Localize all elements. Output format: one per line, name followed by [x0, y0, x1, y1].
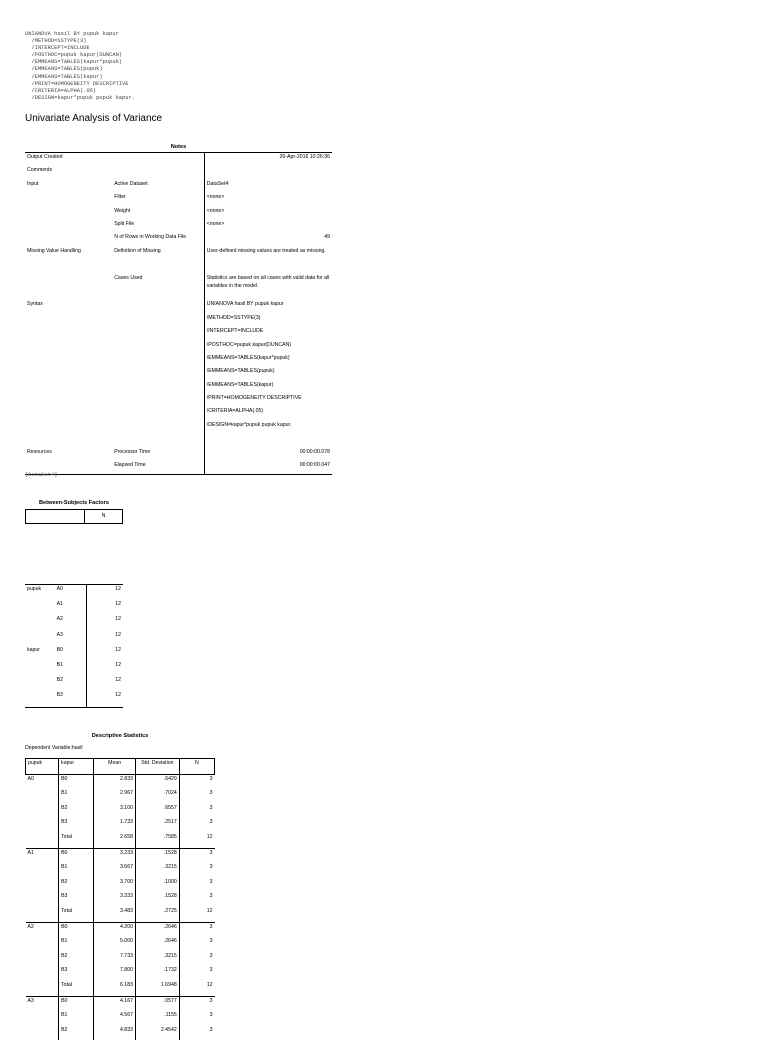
notes-cell-c3: /PRINT=HOMOGENEITY DESCRIPTIVE [204, 394, 332, 407]
notes-table [25, 152, 332, 475]
factor-cell-level: A3 [56, 631, 63, 638]
notes-cell-c2: Split File [114, 220, 135, 227]
notes-cell-c3: /CRITERIA=ALPHA(.05) [204, 407, 332, 420]
descriptive-cell: 2.967 [94, 789, 136, 804]
descriptive-cell: .1000 [135, 878, 179, 893]
notes-title: Notes [170, 144, 187, 150]
descriptive-row [26, 966, 215, 981]
notes-cell-c1: Output Created [27, 154, 63, 160]
notes-cell-c3: /METHOD=SSTYPE(3) [204, 314, 332, 327]
notes-cell-c1: Comments [27, 167, 53, 174]
descriptive-cell: 2.833 [94, 774, 136, 789]
factor-row [25, 661, 123, 676]
notes-cell-c3: 49 [204, 233, 332, 246]
descriptive-cell [26, 833, 59, 848]
notes-cell-c2: Cases Used [114, 274, 143, 281]
descriptive-cell: B1 [59, 1011, 94, 1026]
notes-cell-c1 [25, 220, 112, 233]
notes-row [25, 354, 332, 367]
descriptive-cell: .6557 [135, 804, 179, 819]
descriptive-cell: B1 [59, 937, 94, 952]
notes-cell-c2 [112, 300, 204, 313]
descriptive-cell: 3 [179, 818, 214, 833]
descriptive-cell: 7.733 [94, 952, 136, 967]
notes-cell-c1: Syntax [27, 301, 43, 308]
notes-cell-c1 [25, 193, 112, 206]
syntax-line: /DESIGN=kapur*pupuk pupuk kapur. [25, 94, 135, 101]
notes-cell-c1 [25, 207, 112, 220]
descriptive-cell: 3 [179, 863, 214, 878]
descriptive-row [26, 789, 215, 804]
notes-cell-c1 [25, 367, 112, 380]
descriptive-cell: A3 [26, 996, 59, 1011]
factor-row [25, 600, 123, 615]
n-header: N [85, 510, 123, 524]
descriptive-cell: .1155 [135, 1011, 179, 1026]
descriptive-cell: B2 [59, 952, 94, 967]
factor-table [25, 584, 123, 708]
notes-cell-c2: Elapsed Time [114, 462, 146, 469]
notes-cell-c2 [112, 407, 204, 420]
descriptive-cell: B3 [59, 966, 94, 981]
factor-row [25, 676, 123, 691]
descriptive-cell [26, 966, 59, 981]
notes-row [25, 341, 332, 354]
notes-cell-c2 [112, 341, 204, 354]
factor-cell-n: 12 [86, 646, 123, 661]
notes-cell-c2: Processor Time [114, 448, 151, 455]
notes-row [25, 207, 332, 220]
notes-cell-c1: Resources [27, 448, 52, 455]
syntax-block [25, 31, 135, 102]
factor-row [25, 615, 123, 630]
factor-cell-level: B1 [56, 661, 63, 668]
descriptive-cell: B1 [59, 863, 94, 878]
between-subjects-title: Between-Subjects Factors [39, 500, 109, 506]
notes-cell-c3: <none> [204, 193, 332, 206]
descriptive-cell: 6.183 [94, 981, 136, 996]
syntax-line: /PRINT=HOMOGENEITY DESCRIPTIVE [25, 80, 129, 87]
descriptive-cell: 3 [179, 966, 214, 981]
notes-row [25, 314, 332, 327]
notes-cell-c1 [25, 421, 112, 434]
descriptive-header-cell: pupuk [26, 759, 59, 775]
notes-row [25, 448, 332, 461]
factor-cell-factor: kapur [27, 646, 40, 653]
notes-cell-c1 [25, 407, 112, 420]
notes-cell-c3: 00:00:00.078 [204, 448, 332, 461]
factor-cell-n: 12 [86, 615, 123, 630]
descriptive-header-cell: Mean [94, 759, 136, 775]
descriptive-cell [26, 892, 59, 907]
notes-cell-c3: Statistics are based on all cases with valid data for all variables in the model. [204, 274, 332, 301]
notes-cell-c3: /INTERCEPT=INCLUDE [204, 327, 332, 340]
descriptive-cell: .1528 [135, 848, 179, 863]
descriptive-cell: 3.700 [94, 878, 136, 893]
notes-cell-c2: Filter [114, 194, 126, 201]
notes-cell-c3: UNIANOVA hasil BY pupuk kapur [204, 300, 332, 313]
notes-cell-c3: <none> [204, 207, 332, 220]
factor-cell-factor [25, 676, 55, 691]
descriptive-cell [26, 907, 59, 922]
notes-row [25, 233, 332, 246]
notes-cell-c1 [25, 233, 112, 246]
factor-cell-level: A1 [56, 601, 63, 608]
descriptive-cell [26, 878, 59, 893]
syntax-line: /METHOD=SSTYPE(3) [25, 38, 87, 45]
descriptive-header-cell: Std. Deviation [135, 759, 179, 775]
notes-cell-c2 [112, 153, 204, 167]
descriptive-row [26, 922, 215, 937]
notes-row [25, 153, 332, 167]
notes-cell-c3 [204, 434, 332, 447]
notes-cell-c2 [112, 434, 204, 447]
descriptive-cell [26, 863, 59, 878]
descriptive-cell: 3 [179, 804, 214, 819]
descriptive-cell: 2.658 [94, 833, 136, 848]
descriptive-cell: B1 [59, 789, 94, 804]
descriptive-cell: 4.833 [94, 1026, 136, 1040]
notes-row [25, 394, 332, 407]
descriptive-cell: .2725 [135, 907, 179, 922]
notes-cell-c3: /EMMEANS=TABLES(kapur*pupuk) [204, 354, 332, 367]
factor-row [25, 691, 123, 707]
notes-cell-c3: <none> [204, 220, 332, 233]
notes-row [25, 381, 332, 394]
notes-cell-c3: 00:00:00.047 [204, 461, 332, 475]
descriptive-cell: B2 [59, 804, 94, 819]
factor-cell-factor [25, 631, 55, 646]
notes-row [25, 166, 332, 179]
descriptive-table [25, 758, 215, 1040]
descriptive-title: Descriptive Statistics [91, 733, 149, 739]
descriptive-cell: 12 [179, 907, 214, 922]
descriptive-cell: Total [59, 833, 94, 848]
notes-cell-c2: Weight [114, 207, 131, 214]
syntax-line: /INTERCEPT=INCLUDE [25, 45, 90, 52]
descriptive-row [26, 937, 215, 952]
syntax-line: /POSTHOC=pupuk kapur(DUNCAN) [25, 52, 123, 59]
notes-cell-c1 [25, 354, 112, 367]
notes-cell-c2: Active Dataset [114, 180, 148, 187]
descriptive-cell: 3 [179, 892, 214, 907]
factor-cell-n: 12 [86, 585, 123, 601]
descriptive-cell: 2.4542 [135, 1026, 179, 1040]
descriptive-cell: 3 [179, 774, 214, 789]
descriptive-cell: Total [59, 907, 94, 922]
descriptive-cell: A2 [26, 922, 59, 937]
factor-cell-n: 12 [86, 691, 123, 707]
notes-cell-c1 [25, 381, 112, 394]
descriptive-row [26, 774, 215, 789]
notes-row [25, 461, 332, 475]
factor-row [25, 631, 123, 646]
descriptive-cell: B0 [59, 996, 94, 1011]
descriptive-cell: B0 [59, 922, 94, 937]
notes-row [25, 421, 332, 434]
descriptive-cell: 3 [179, 1011, 214, 1026]
descriptive-cell: 3.483 [94, 907, 136, 922]
descriptive-cell: 3 [179, 937, 214, 952]
descriptive-cell: 12 [179, 981, 214, 996]
descriptive-cell: 3 [179, 996, 214, 1011]
notes-row [25, 327, 332, 340]
factor-cell-level: A2 [56, 616, 63, 623]
descriptive-cell: 3 [179, 922, 214, 937]
descriptive-header-cell: kapur [59, 759, 94, 775]
notes-row [25, 274, 332, 301]
notes-cell-c3: /EMMEANS=TABLES(kapur) [204, 381, 332, 394]
descriptive-cell: 3.233 [94, 848, 136, 863]
descriptive-cell: B0 [59, 848, 94, 863]
descriptive-cell: B2 [59, 878, 94, 893]
descriptive-cell [26, 818, 59, 833]
notes-cell-c3: /EMMEANS=TABLES(pupuk) [204, 367, 332, 380]
syntax-line: /EMMEANS=TABLES(kapur*pupuk) [25, 59, 123, 66]
descriptive-cell: .7585 [135, 833, 179, 848]
descriptive-cell: 1.6948 [135, 981, 179, 996]
descriptive-cell [26, 804, 59, 819]
descriptive-cell: A1 [26, 848, 59, 863]
descriptive-cell: 12 [179, 833, 214, 848]
factor-cell-n: 12 [86, 631, 123, 646]
notes-row [25, 434, 332, 447]
notes-cell-c3: DataSet4 [204, 180, 332, 193]
between-subjects-header [25, 509, 123, 524]
descriptive-cell: 5.000 [94, 937, 136, 952]
notes-row [25, 193, 332, 206]
descriptive-cell: 4.567 [94, 1011, 136, 1026]
descriptive-cell: 3.333 [94, 892, 136, 907]
descriptive-cell: B0 [59, 774, 94, 789]
notes-cell-c3 [204, 166, 332, 179]
factor-cell-n: 12 [86, 600, 123, 615]
blank-header-cell [26, 510, 85, 524]
notes-cell-c1 [25, 327, 112, 340]
dependent-variable-label: Dependent Variable:hasil [25, 745, 83, 751]
notes-cell-c3: /POSTHOC=pupuk kapur(DUNCAN) [204, 341, 332, 354]
notes-cell-c2 [112, 381, 204, 394]
descriptive-cell: .1732 [135, 966, 179, 981]
notes-cell-c2 [112, 354, 204, 367]
notes-cell-c1 [25, 341, 112, 354]
syntax-line: /CRITERIA=ALPHA(.05) [25, 87, 97, 94]
notes-cell-c1: Input [27, 180, 39, 187]
notes-cell-c1 [25, 434, 112, 447]
descriptive-cell [26, 937, 59, 952]
factor-cell-level: B3 [56, 692, 63, 699]
notes-cell-c2 [112, 367, 204, 380]
notes-row [25, 247, 332, 274]
factor-cell-n: 12 [86, 661, 123, 676]
descriptive-cell: .3215 [135, 952, 179, 967]
descriptive-row [26, 907, 215, 922]
descriptive-cell: .2517 [135, 818, 179, 833]
factor-cell-factor [25, 661, 55, 676]
notes-cell-c2 [112, 166, 204, 179]
descriptive-cell: 7.800 [94, 966, 136, 981]
descriptive-row [26, 892, 215, 907]
descriptive-cell: B2 [59, 1026, 94, 1040]
descriptive-cell [26, 952, 59, 967]
descriptive-row [26, 818, 215, 833]
page-heading: Univariate Analysis of Variance [25, 113, 163, 124]
descriptive-row [26, 996, 215, 1011]
notes-cell-c2: N of Rows in Working Data File [114, 234, 187, 241]
notes-cell-c1 [25, 314, 112, 327]
descriptive-cell: 3 [179, 878, 214, 893]
descriptive-cell: .1528 [135, 892, 179, 907]
factor-cell-factor [25, 600, 55, 615]
factor-cell-level: B0 [56, 646, 63, 653]
dataset-label: [DataSet4] [25, 472, 58, 478]
descriptive-cell: .6429 [135, 774, 179, 789]
factor-cell-level: A0 [56, 586, 63, 592]
descriptive-cell: 4.167 [94, 996, 136, 1011]
descriptive-row [26, 804, 215, 819]
notes-cell-c3: /DESIGN=kapur*pupuk pupuk kapur. [204, 421, 332, 434]
descriptive-cell: 3 [179, 1026, 214, 1040]
descriptive-cell [26, 1026, 59, 1040]
factor-cell-factor: pupuk [27, 586, 42, 592]
notes-row [25, 220, 332, 233]
notes-row [25, 367, 332, 380]
descriptive-cell: 3 [179, 952, 214, 967]
notes-cell-c2 [112, 421, 204, 434]
descriptive-cell: .2646 [135, 922, 179, 937]
descriptive-cell: 3 [179, 848, 214, 863]
notes-cell-c1: Missing Value Handling [27, 247, 81, 254]
descriptive-cell [26, 1011, 59, 1026]
factor-row [25, 585, 123, 601]
notes-cell-c3: 26-Apr-2016 10:26:36 [204, 153, 332, 167]
descriptive-row [26, 981, 215, 996]
descriptive-cell: Total [59, 981, 94, 996]
descriptive-row [26, 1011, 215, 1026]
notes-cell-c2 [112, 314, 204, 327]
notes-cell-c1 [25, 394, 112, 407]
descriptive-cell: .2646 [135, 937, 179, 952]
descriptive-row [26, 863, 215, 878]
factor-cell-factor [25, 615, 55, 630]
factor-cell-level: B2 [56, 677, 63, 684]
syntax-line: /EMMEANS=TABLES(pupuk) [25, 66, 103, 73]
factor-cell-factor [25, 691, 55, 707]
notes-row [25, 300, 332, 313]
descriptive-header-cell: N [179, 759, 214, 775]
descriptive-row [26, 848, 215, 863]
descriptive-cell: .0577 [135, 996, 179, 1011]
descriptive-cell: A0 [26, 774, 59, 789]
descriptive-cell: 3.100 [94, 804, 136, 819]
descriptive-cell: 3 [179, 789, 214, 804]
descriptive-cell: B3 [59, 892, 94, 907]
descriptive-cell: .7024 [135, 789, 179, 804]
descriptive-cell: 3.667 [94, 863, 136, 878]
factor-row [25, 646, 123, 661]
notes-row [25, 180, 332, 193]
factor-cell-n: 12 [86, 676, 123, 691]
descriptive-row [26, 833, 215, 848]
descriptive-header-row [26, 759, 215, 775]
notes-cell-c2 [112, 394, 204, 407]
descriptive-cell: .3215 [135, 863, 179, 878]
descriptive-cell [26, 981, 59, 996]
notes-row [25, 407, 332, 420]
notes-cell-c2: Definition of Missing [114, 247, 161, 254]
descriptive-cell [26, 789, 59, 804]
descriptive-cell: 1.733 [94, 818, 136, 833]
notes-cell-c2 [112, 327, 204, 340]
notes-cell-c3: User-defined missing values are treated as missing. [204, 247, 332, 274]
descriptive-row [26, 1026, 215, 1040]
syntax-line: UNIANOVA hasil BY pupuk kapur [25, 31, 119, 37]
syntax-line: /EMMEANS=TABLES(kapur) [25, 73, 103, 80]
notes-cell-c1 [25, 274, 112, 301]
descriptive-cell: B3 [59, 818, 94, 833]
descriptive-row [26, 878, 215, 893]
descriptive-cell: 4.200 [94, 922, 136, 937]
descriptive-row [26, 952, 215, 967]
